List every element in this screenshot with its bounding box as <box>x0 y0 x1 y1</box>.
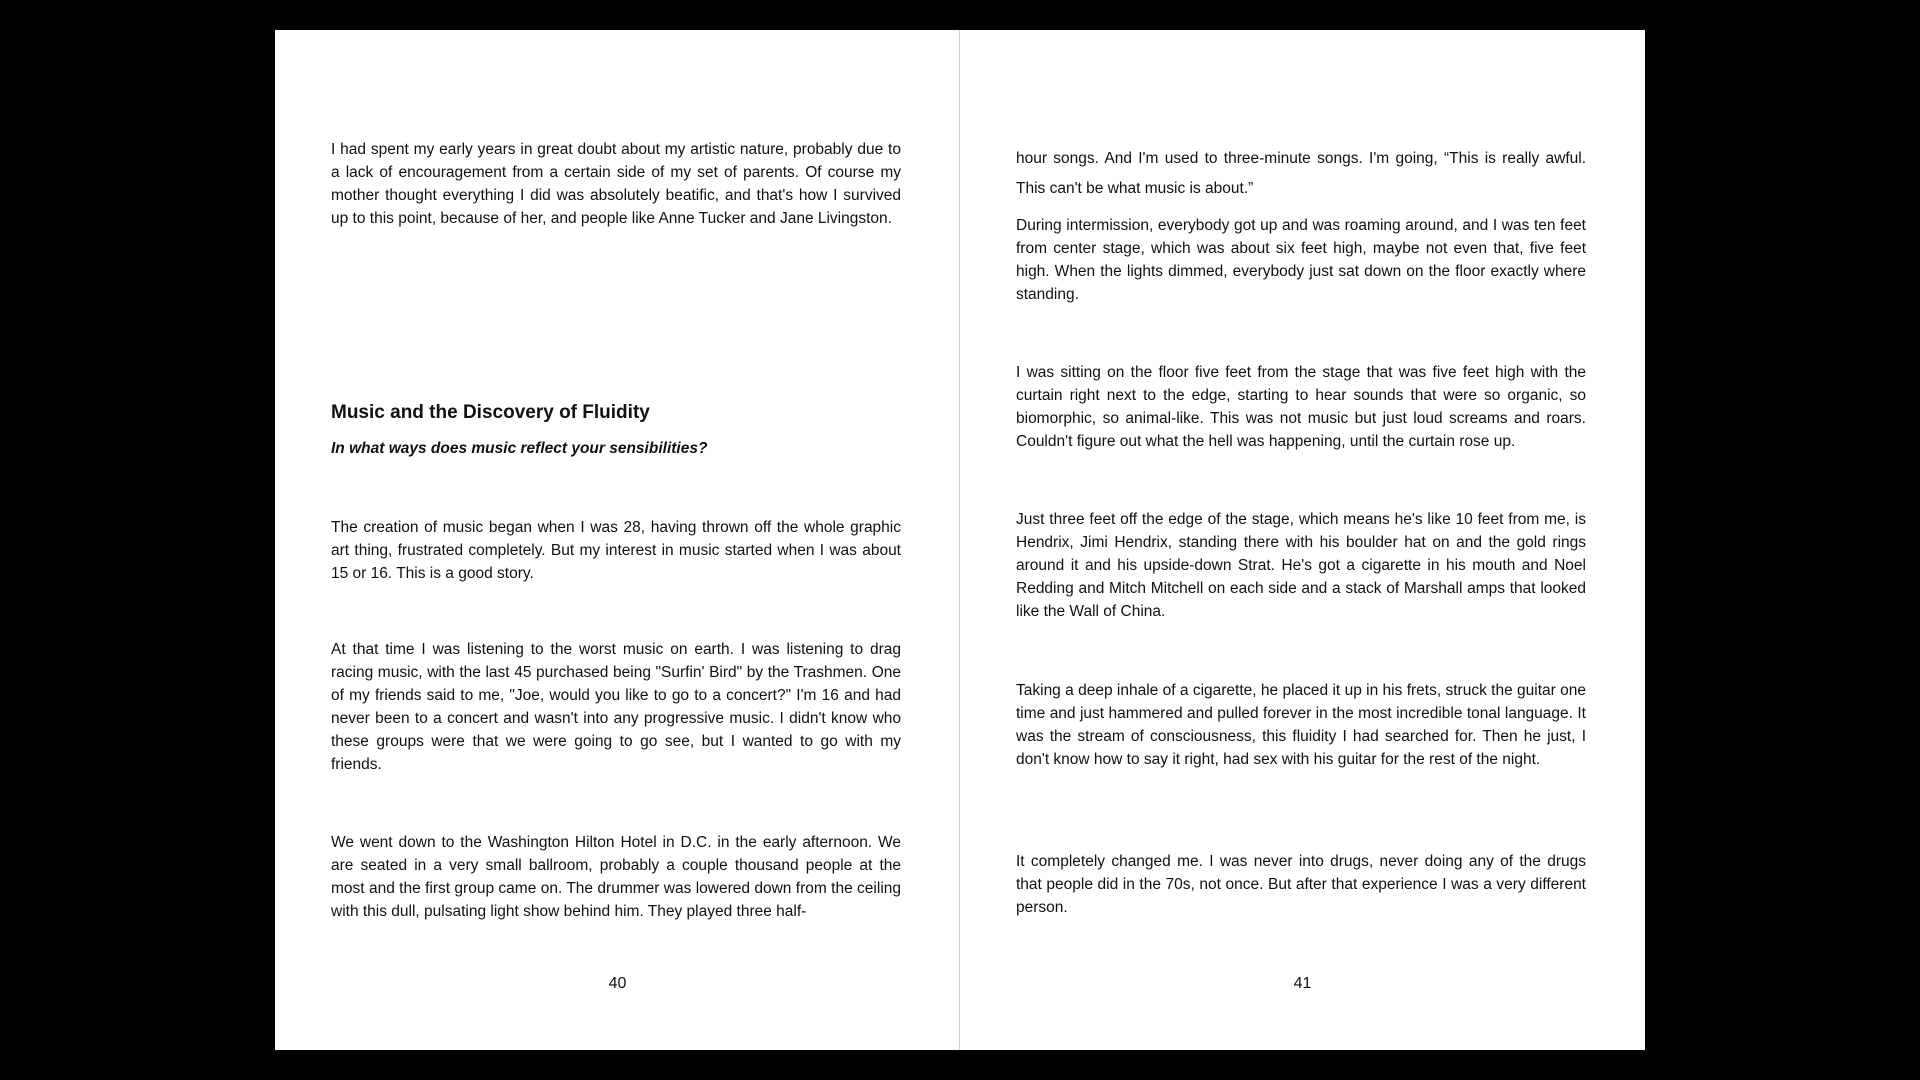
page-number: 40 <box>608 975 627 992</box>
paragraph: I had spent my early years in great doubt about my artistic nature, probably due to a lack of encouragement from a certain side of my set of parents. Of course my mother thought everything I did was absolutely beatific, and that's how I survived up to this point, because of her, and people like Anne Tucker and Jane Livingston. <box>331 141 901 227</box>
page-number: 41 <box>1293 975 1312 992</box>
section-question: In what ways does music reflect your sensibilities? <box>331 440 708 457</box>
book-spread <box>275 30 1645 1050</box>
right-page <box>960 30 1645 1050</box>
paragraph: Just three feet off the edge of the stage, which means he's like 10 feet from me, is Hendrix, Jimi Hendrix, standing there with his boulder hat on and the gold rings around it and his upside-down Strat. He's got a cigarette in his mouth and Noel Redding and Mitch Mitchell on each side and a stack of Marshall amps that looked like the Wall of China. <box>1016 511 1586 620</box>
paragraph: At that time I was listening to the worst music on earth. I was listening to drag racing music, with the last 45 purchased being "Surfin' Bird" by the Trashmen. One of my friends said to me, "Joe, would you like to go to a concert?" I'm 16 and had never been to a concert and wasn't into any progressive music. I didn't know who these groups were that we were going to go see, but I wanted to go with my friends. <box>331 641 901 773</box>
section-title: Music and the Discovery of Fluidity <box>331 402 650 423</box>
paragraph: During intermission, everybody got up and was roaming around, and I was ten feet from center stage, which was about six feet high, maybe not even that, five feet high. When the lights dimmed, everybody just sat down on the floor exactly where standing. <box>1016 217 1586 303</box>
paragraph: hour songs. And I'm used to three-minute songs. I'm going, “This is really awful. This can't be what music is about.” <box>1016 150 1586 197</box>
paragraph: It completely changed me. I was never into drugs, never doing any of the drugs that people did in the 70s, not once. But after that experience I was a very different person. <box>1016 853 1586 916</box>
paragraph: We went down to the Washington Hilton Hotel in D.C. in the early afternoon. We are seated in a very small ballroom, probably a couple thousand people at the most and the first group came on. The drummer was lowered down from the ceiling with this dull, pulsating light show behind him. They played three half- <box>331 834 901 920</box>
paragraph: The creation of music began when I was 28, having thrown off the whole graphic art thing, frustrated completely. But my interest in music started when I was about 15 or 16. This is a good story. <box>331 519 901 582</box>
left-page <box>275 30 960 1050</box>
paragraph: I was sitting on the floor five feet from the stage that was five feet high with the curtain right next to the edge, starting to hear sounds that were so organic, so biomorphic, so animal-like. This was not music but just loud screams and roars. Couldn't figure out what the hell was happening, until the curtain rose up. <box>1016 364 1586 450</box>
paragraph: Taking a deep inhale of a cigarette, he placed it up in his frets, struck the guitar one time and just hammered and pulled forever in the most incredible tonal language. It was the stream of consciousness, this fluidity I had searched for. Then he just, I don't know how to say it right, had sex with his guitar for the rest of the night. <box>1016 682 1586 768</box>
